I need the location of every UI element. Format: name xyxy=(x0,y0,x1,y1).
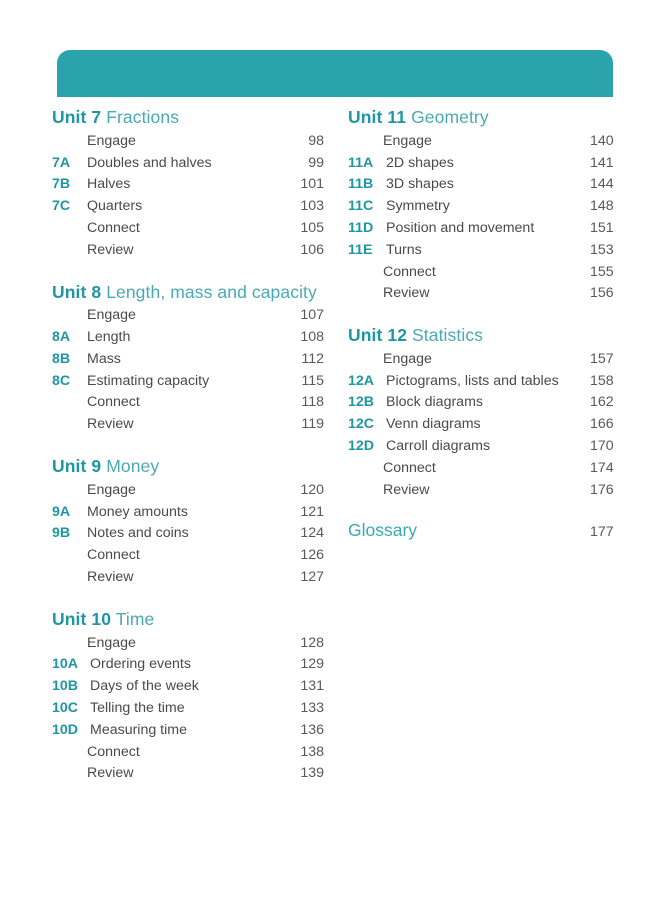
toc-entry-row[interactable] xyxy=(52,305,324,327)
toc-entry-row[interactable] xyxy=(348,218,620,240)
unit-title: Length, mass and capacity xyxy=(106,281,317,302)
entry-page-number: 170 xyxy=(590,438,614,455)
unit-heading xyxy=(348,324,620,347)
entry-label: Review xyxy=(87,569,134,585)
entry-page-number: 158 xyxy=(590,372,614,389)
entry-label: Block diagrams xyxy=(386,394,483,411)
toc-entry-row[interactable] xyxy=(52,196,324,218)
entry-page-number: 136 xyxy=(300,721,324,738)
entry-page-number: 126 xyxy=(300,547,324,564)
toc-entry-row[interactable] xyxy=(52,654,324,676)
entry-page-number: 148 xyxy=(590,198,614,215)
unit-title: Fractions xyxy=(106,107,180,127)
entry-code: 7C xyxy=(52,198,71,215)
entry-page-number: 127 xyxy=(300,569,324,585)
entry-code: 11C xyxy=(348,198,374,215)
entry-code: 12A xyxy=(348,372,375,389)
entry-label: Measuring time xyxy=(90,721,187,738)
unit-heading xyxy=(348,106,620,129)
entry-page-number: 108 xyxy=(300,329,324,346)
entry-page-number: 129 xyxy=(300,656,324,673)
toc-entry-row[interactable] xyxy=(52,327,324,349)
entry-page-number: 112 xyxy=(301,350,324,367)
entry-code: 10D xyxy=(52,721,79,738)
unit-block xyxy=(52,608,324,785)
entry-label: Telling the time xyxy=(90,699,185,716)
unit-block xyxy=(52,106,324,262)
entry-label: Carroll diagrams xyxy=(386,438,491,455)
entry-label: Money amounts xyxy=(87,503,188,520)
entry-code: 11A xyxy=(348,154,374,171)
entry-label: Connect xyxy=(87,743,140,760)
toc-entry-row[interactable] xyxy=(348,174,620,196)
toc-entry-row[interactable] xyxy=(52,742,324,764)
toc-entry-row[interactable] xyxy=(348,371,620,393)
entry-label: Connect xyxy=(383,263,436,280)
toc-entry-row[interactable] xyxy=(348,480,620,502)
toc-entry-row[interactable] xyxy=(52,698,324,720)
unit-title: Statistics xyxy=(412,325,484,346)
entry-code: 8B xyxy=(52,350,71,367)
page-header-banner xyxy=(57,50,613,97)
entry-page-number: 155 xyxy=(590,263,614,280)
unit-number: Unit 11 xyxy=(348,107,407,127)
entry-label: Ordering events xyxy=(90,656,191,673)
entry-label: 3D shapes xyxy=(386,176,454,193)
entry-page-number: 141 xyxy=(590,154,614,171)
entry-label: Connect xyxy=(87,219,140,236)
toc-entry-row[interactable] xyxy=(348,262,620,284)
entry-label: Notes and coins xyxy=(87,525,189,542)
entry-label: Engage xyxy=(87,307,136,324)
toc-entry-row[interactable] xyxy=(52,720,324,742)
entry-code: 11B xyxy=(348,176,374,193)
toc-entry-row[interactable] xyxy=(52,567,324,589)
entry-code: 7B xyxy=(52,176,71,193)
entry-label: Pictograms, lists and tables xyxy=(386,372,559,389)
toc-entry-row[interactable] xyxy=(52,349,324,371)
entry-code: 8A xyxy=(52,329,71,346)
entry-page-number: 107 xyxy=(300,307,324,324)
toc-entry-row[interactable] xyxy=(348,414,620,436)
toc-entry-row[interactable] xyxy=(52,392,324,414)
toc-left-column xyxy=(52,106,324,785)
entry-page-number: 153 xyxy=(590,241,614,258)
glossary-page-number: 177 xyxy=(590,524,614,541)
entry-page-number: 101 xyxy=(300,176,324,193)
entry-page-number: 156 xyxy=(590,285,614,302)
entry-code: 11E xyxy=(348,241,373,258)
unit-title: Money xyxy=(106,456,160,477)
toc-columns xyxy=(0,106,660,785)
entry-label: Engage xyxy=(383,350,432,367)
entry-label: Mass xyxy=(87,350,121,367)
toc-entry-row[interactable] xyxy=(52,131,324,153)
toc-entry-row[interactable] xyxy=(348,196,620,218)
unit-heading xyxy=(52,106,324,129)
unit-heading xyxy=(52,608,324,631)
entry-page-number: 139 xyxy=(300,765,324,782)
entry-page-number: 140 xyxy=(590,132,614,149)
entry-code: 10A xyxy=(52,656,79,673)
entry-label: Quarters xyxy=(87,198,143,215)
entry-page-number: 115 xyxy=(301,372,324,389)
entry-page-number: 103 xyxy=(300,198,324,215)
entry-label: Review xyxy=(87,416,134,433)
entry-page-number: 176 xyxy=(590,481,614,498)
entry-label: Connect xyxy=(87,394,140,411)
entry-code: 8C xyxy=(52,372,71,389)
entry-page-number: 121 xyxy=(300,503,324,520)
entry-label: Connect xyxy=(87,547,140,564)
entry-label: Length xyxy=(87,329,131,346)
entry-label: Review xyxy=(383,481,430,498)
entry-page-number: 119 xyxy=(301,416,324,433)
entry-label: Doubles and halves xyxy=(87,154,212,171)
entry-label: Halves xyxy=(87,176,131,193)
entry-label: 2D shapes xyxy=(386,154,454,171)
entry-page-number: 99 xyxy=(308,154,324,171)
entry-label: Engage xyxy=(87,481,136,498)
entry-page-number: 120 xyxy=(300,481,324,498)
entry-page-number: 174 xyxy=(590,459,614,476)
toc-entry-row[interactable] xyxy=(348,436,620,458)
entry-page-number: 131 xyxy=(300,678,324,695)
toc-entry-row[interactable] xyxy=(348,153,620,175)
entry-label: Review xyxy=(87,765,134,782)
toc-entry-row[interactable] xyxy=(52,545,324,567)
entry-page-number: 106 xyxy=(300,241,324,258)
entry-code: 12C xyxy=(348,416,375,433)
entry-page-number: 128 xyxy=(300,634,324,651)
unit-heading xyxy=(52,281,324,304)
entry-page-number: 144 xyxy=(590,176,614,193)
entry-label: Venn diagrams xyxy=(386,416,481,433)
glossary-row[interactable] xyxy=(348,520,620,541)
toc-entry-row[interactable] xyxy=(52,174,324,196)
entry-code: 12D xyxy=(348,438,375,455)
entry-label: Review xyxy=(87,241,134,258)
toc-entry-row[interactable] xyxy=(348,131,620,153)
unit-number: Unit 7 xyxy=(52,107,102,127)
entry-code: 10B xyxy=(52,678,79,695)
toc-entry-row[interactable] xyxy=(348,349,620,371)
entry-page-number: 133 xyxy=(300,699,324,716)
toc-entry-row[interactable] xyxy=(52,523,324,545)
entry-label: Review xyxy=(383,285,430,302)
entry-code: 9B xyxy=(52,525,71,542)
unit-heading xyxy=(52,455,324,478)
toc-right-column xyxy=(348,106,620,541)
entry-label: Engage xyxy=(87,634,136,651)
unit-title: Geometry xyxy=(411,107,489,127)
entry-label: Position and movement xyxy=(386,219,535,236)
unit-title: Time xyxy=(115,608,155,629)
glossary-label: Glossary xyxy=(348,520,418,541)
toc-entry-row[interactable] xyxy=(52,763,324,785)
entry-code: 7A xyxy=(52,154,71,171)
entry-code: 9A xyxy=(52,503,71,520)
toc-entry-row[interactable] xyxy=(52,414,324,436)
entry-label: Connect xyxy=(383,459,436,476)
unit-number: Unit 10 xyxy=(52,608,112,629)
entry-code: 11D xyxy=(348,219,374,236)
entry-page-number: 98 xyxy=(308,132,324,149)
entry-page-number: 166 xyxy=(590,416,614,433)
entry-label: Estimating capacity xyxy=(87,372,210,389)
toc-entry-row[interactable] xyxy=(52,371,324,393)
entry-page-number: 151 xyxy=(590,219,614,236)
entry-page-number: 105 xyxy=(300,219,324,236)
toc-entry-row[interactable] xyxy=(52,502,324,524)
unit-block xyxy=(52,455,324,589)
entry-code: 12B xyxy=(348,394,375,411)
entry-page-number: 118 xyxy=(301,394,324,411)
unit-number: Unit 8 xyxy=(52,281,102,302)
entry-label: Engage xyxy=(383,132,432,149)
toc-entry-row[interactable] xyxy=(52,480,324,502)
toc-entry-row[interactable] xyxy=(348,458,620,480)
toc-entry-row[interactable] xyxy=(348,283,620,305)
entry-page-number: 124 xyxy=(300,525,324,542)
toc-entry-row[interactable] xyxy=(348,240,620,262)
toc-entry-row[interactable] xyxy=(52,218,324,240)
unit-block xyxy=(52,281,324,437)
unit-number: Unit 9 xyxy=(52,456,102,477)
entry-label: Symmetry xyxy=(386,198,450,215)
entry-page-number: 138 xyxy=(300,743,324,760)
entry-code: 10C xyxy=(52,699,79,716)
unit-number: Unit 12 xyxy=(348,325,408,346)
unit-block xyxy=(348,106,620,305)
toc-entry-row[interactable] xyxy=(52,633,324,655)
entry-page-number: 157 xyxy=(590,350,614,367)
toc-entry-row[interactable] xyxy=(348,392,620,414)
entry-page-number: 162 xyxy=(590,394,614,411)
toc-entry-row[interactable] xyxy=(52,153,324,175)
entry-label: Engage xyxy=(87,132,136,149)
unit-block xyxy=(348,324,620,501)
toc-entry-row[interactable] xyxy=(52,676,324,698)
entry-label: Days of the week xyxy=(90,678,199,695)
entry-label: Turns xyxy=(386,241,422,258)
toc-entry-row[interactable] xyxy=(52,240,324,262)
